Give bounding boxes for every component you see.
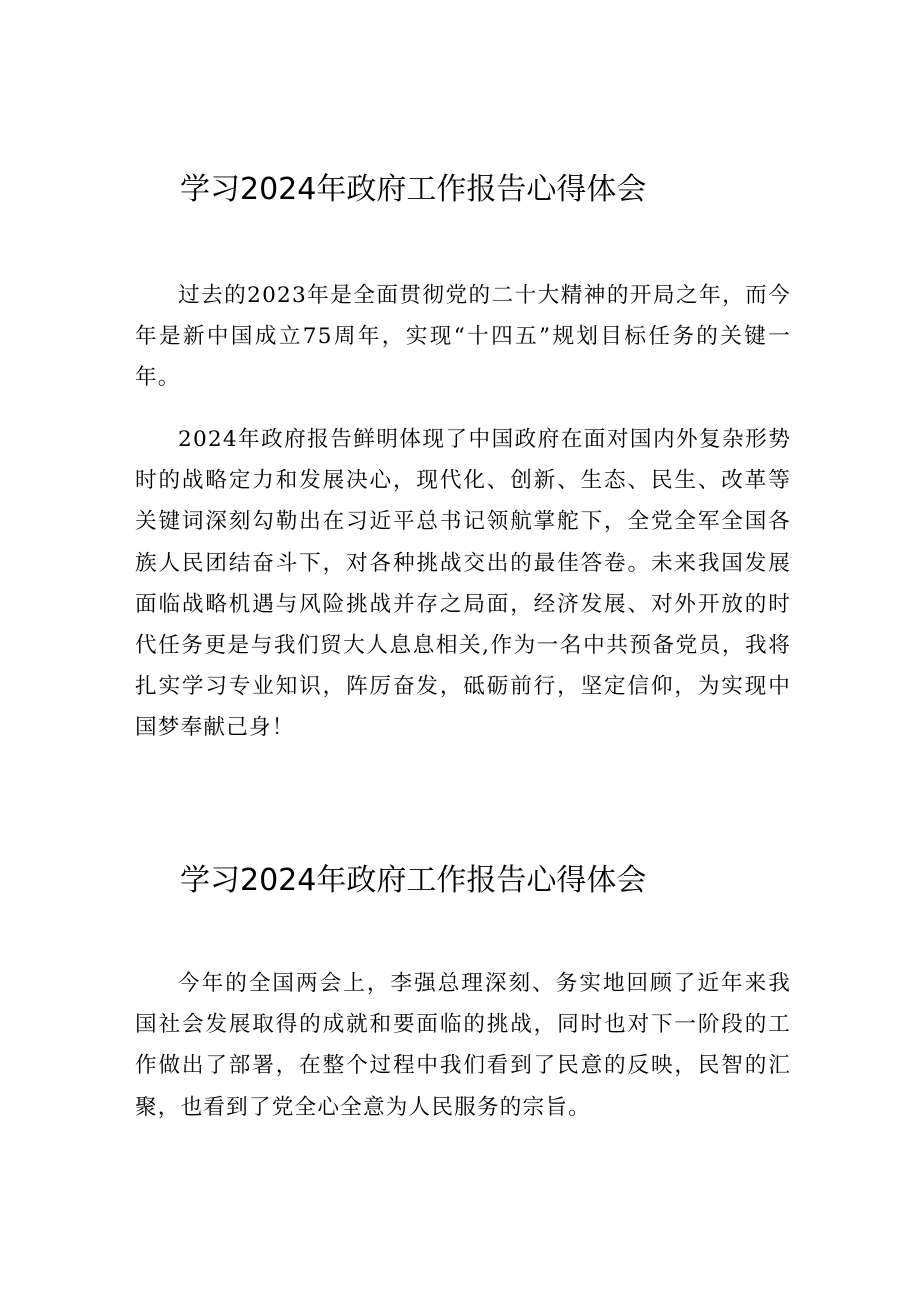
section-1-paragraph-1: 过去的2023年是全面贯彻党的二十大精神的开局之年，而今年是新中国成立75周年，实现“十四五”规划目标任务的关键一年。 [135,283,791,391]
section-1-paragraph-2: 2024年政府报告鲜明体现了中国政府在面对国内外复杂形势时的战略定力和发展决心，现代化、创新、生态、民生、改革等关键词深刻勾勒出在习近平总书记领航掌舵下，全党全军全国各族人民团结奋斗下，对各种挑战交出的最佳答卷。未来我国发展面临战略机遇与风险挑战并存之局面，经济发展、对外开放的时代任务更是与我们贸大人息息相关,作为一名中共预备党员，我将扎实学习专业知识，阵厉奋发，砥砺前行，坚定信仰，为实现中国梦奉献己身！ [135,427,791,741]
section-2-paragraph-1: 今年的全国两会上，李强总理深刻、务实地回顾了近年来我国社会发展取得的成就和要面临的挑战，同时也对下一阶段的工作做出了部署，在整个过程中我们看到了民意的反映，民智的汇聚，也看到了党全心全意为人民服务的宗旨。 [135,971,791,1120]
section-title-1: 学习2024年政府工作报告心得体会 [180,172,647,207]
section-title-2: 学习2024年政府工作报告心得体会 [180,863,647,898]
